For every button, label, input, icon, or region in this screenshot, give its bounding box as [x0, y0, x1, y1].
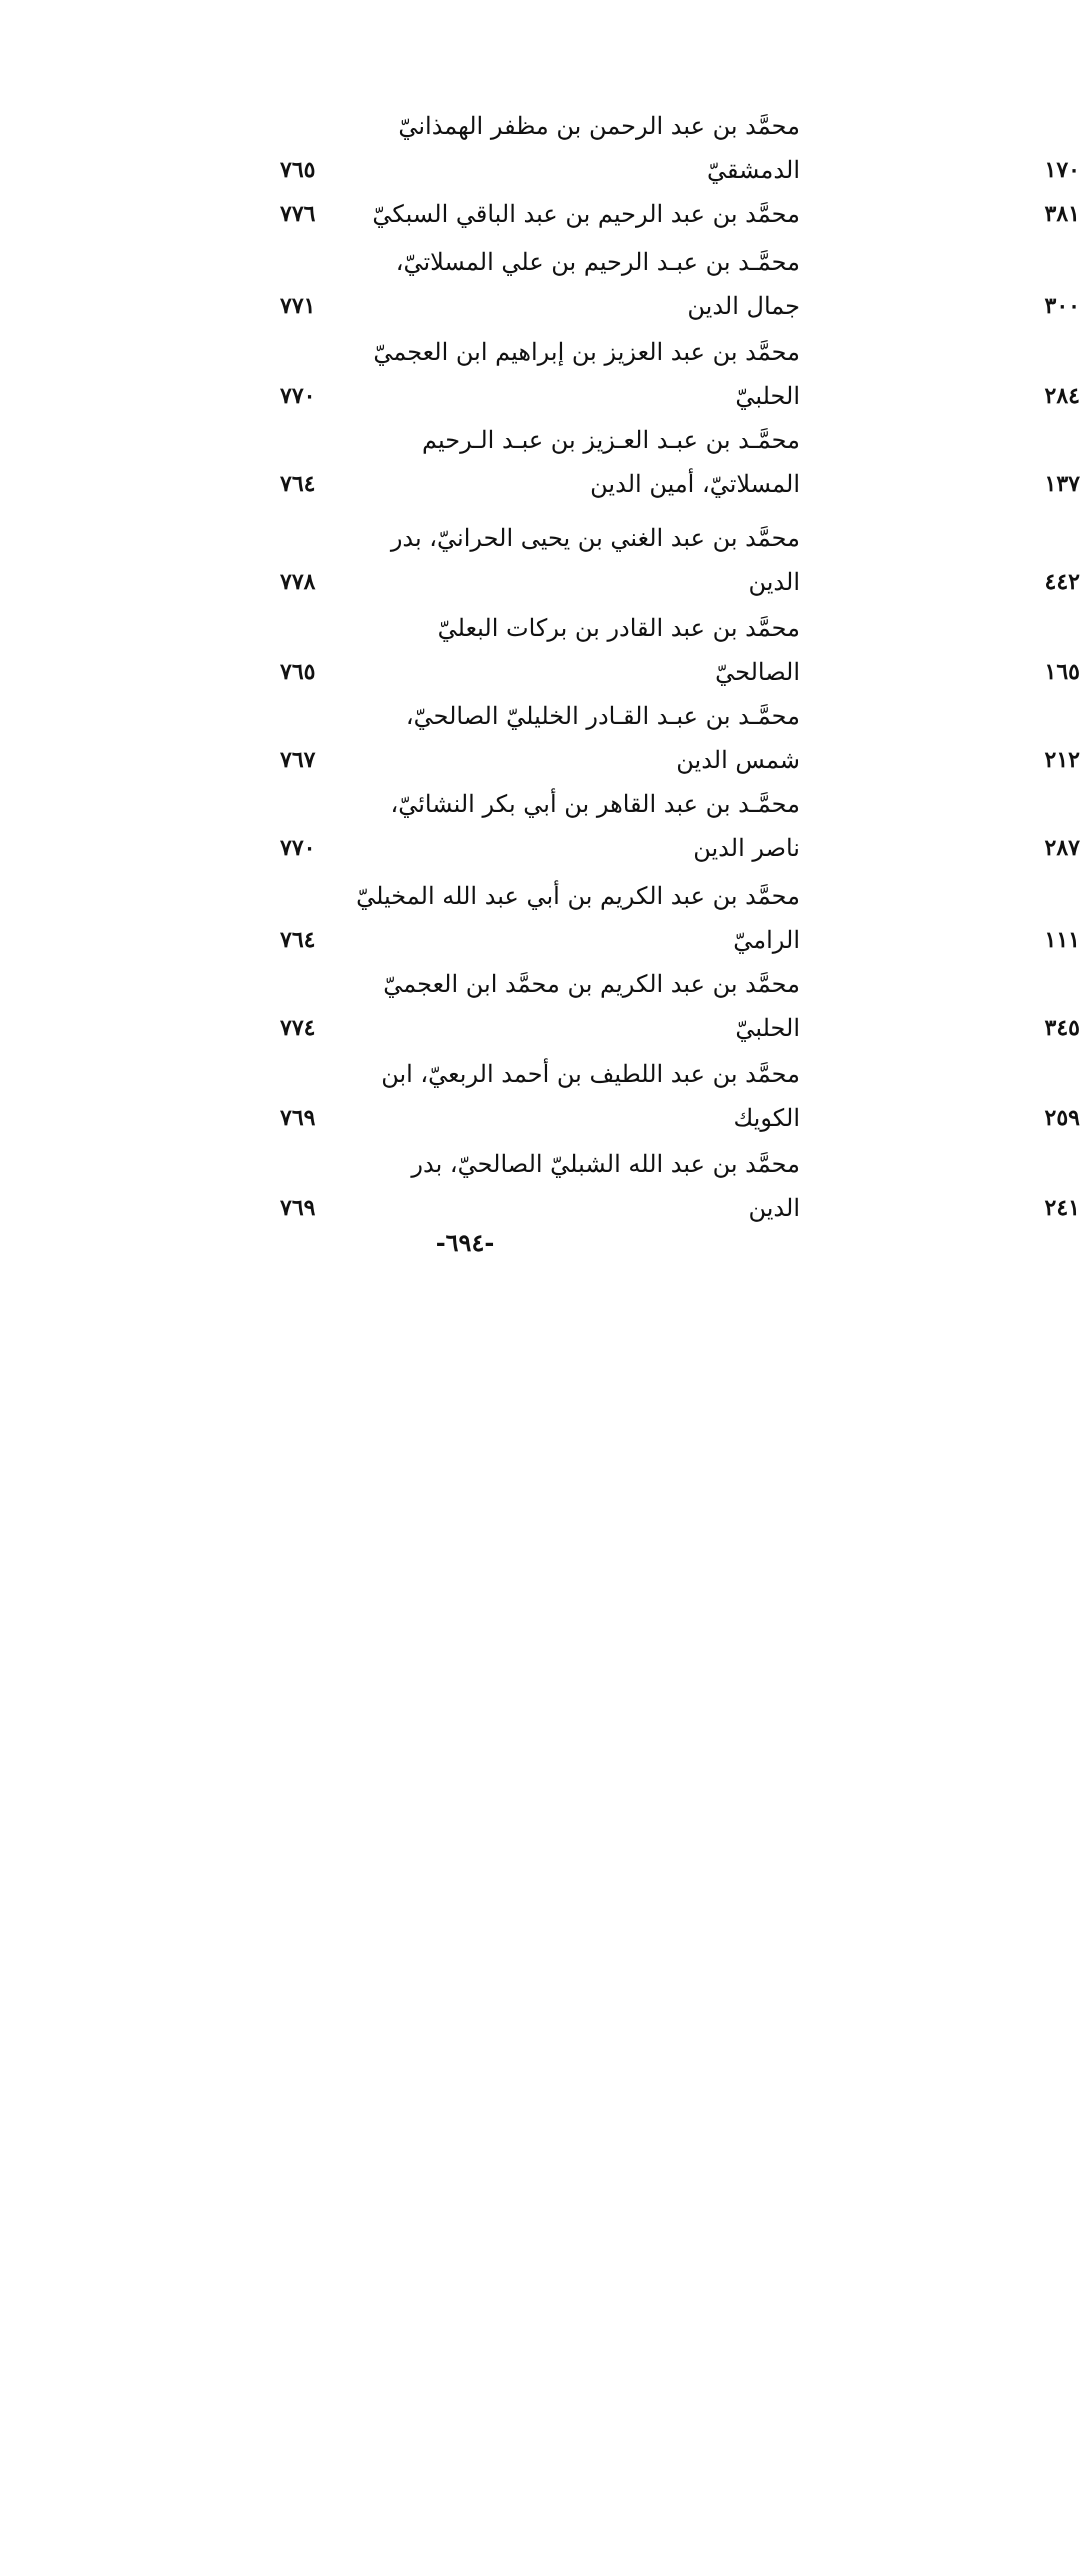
entry-name-line: المسلاتيّ، أمين الدين [590, 470, 800, 498]
entry-name-line: محمَّد بن عبد الكريم بن أبي عبد الله المخيليّ [356, 882, 800, 910]
entry-page-ref: ٢٤١ [1044, 1195, 1080, 1221]
entry-name-line: الحلبيّ [735, 1014, 800, 1042]
entry-name-line: الكويك [733, 1104, 800, 1132]
entry-year: ٧٧٨ [280, 569, 316, 595]
entry-name-line: الدين [748, 1194, 800, 1222]
entry-page-ref: ٢٥٩ [1044, 1105, 1080, 1131]
entry-page-ref: ٣٤٥ [1044, 1015, 1080, 1041]
entry-page-ref: ١٦٥ [1044, 659, 1080, 685]
entry-year: ٧٦٧ [280, 747, 316, 773]
entry-name-line: جمال الدين [687, 292, 800, 320]
entry-name-line: الصالحيّ [715, 658, 800, 686]
entry-year: ٧٦٤ [280, 927, 316, 953]
index-entry [120, 330, 1080, 418]
entry-page-ref: ٣٠٠ [1044, 293, 1080, 319]
entry-page-ref: ٢١٢ [1044, 747, 1080, 773]
entry-year: ٧٦٩ [280, 1105, 316, 1131]
entry-page-ref: ٢٨٧ [1044, 835, 1080, 861]
entry-name-line: محمَّد بن عبد القادر بن بركات البعليّ [437, 614, 800, 642]
index-entry [120, 1052, 1080, 1140]
entry-year: ٧٦٩ [280, 1195, 316, 1221]
index-entry [120, 1142, 1080, 1230]
entry-page-ref: ١٣٧ [1044, 471, 1080, 497]
entry-name-line: محمَّد بن عبد الرحمن بن مظفر الهمذانيّ [398, 112, 800, 140]
entry-name-line: الدمشقيّ [707, 156, 800, 184]
entry-name-line: محمَّد بن عبد الله الشبليّ الصالحيّ، بدر [411, 1150, 800, 1178]
index-entry [120, 606, 1080, 694]
index-entry [120, 240, 1080, 328]
entry-name-line: شمس الدين [676, 746, 800, 774]
entry-page-ref: ١١١ [1044, 927, 1080, 953]
entry-name-line: محمَّـد بن عبد القاهر بن أبي بكر النشائيّ، [390, 790, 800, 818]
entry-page-ref: ٢٨٤ [1044, 383, 1080, 409]
entry-name-line: محمَّد بن عبد الغني بن يحيى الحرانيّ، بدر [390, 524, 800, 552]
entry-page-ref: ٤٤٢ [1044, 569, 1080, 595]
entry-name-line: محمَّـد بن عبـد القـادر الخليليّ الصالحيّ، [405, 702, 800, 730]
index-entry [120, 516, 1080, 604]
entry-year: ٧٦٥ [280, 157, 316, 183]
entry-year: ٧٧٤ [280, 1015, 316, 1041]
index-entry [120, 962, 1080, 1050]
entry-year: ٧٧٦ [280, 201, 316, 227]
entry-year: ٧٦٥ [280, 659, 316, 685]
entry-name-line: محمَّد بن عبد العزيز بن إبراهيم ابن العجميّ [373, 338, 800, 366]
index-entry [120, 418, 1080, 506]
entry-year: ٧٧٠ [280, 383, 316, 409]
entry-page-ref: ٣٨١ [1044, 201, 1080, 227]
entry-name-line: الراميّ [733, 926, 800, 954]
entry-page-ref: ١٧٠ [1044, 157, 1080, 183]
entry-name-line: محمَّد بن عبد الكريم بن محمَّد ابن العجميّ [383, 970, 800, 998]
entry-year: ٧٧٠ [280, 835, 316, 861]
entry-name-line: محمَّد بن عبد اللطيف بن أحمد الربعيّ، ابن [381, 1060, 800, 1088]
index-entry [120, 874, 1080, 962]
entry-name-line: محمَّـد بن عبـد الرحيم بن علي المسلاتيّ، [395, 248, 800, 276]
entry-name-line: ناصر الدين [693, 834, 800, 862]
index-entry [120, 192, 1080, 236]
entry-year: ٧٧١ [280, 293, 316, 319]
entry-name-line: الدين [748, 568, 800, 596]
index-entry [120, 104, 1080, 192]
index-entry [120, 782, 1080, 870]
entry-name-line: الحلبيّ [735, 382, 800, 410]
entry-year: ٧٦٤ [280, 471, 316, 497]
entry-name-line: محمَّـد بن عبـد العـزيز بن عبـد الـرحيم [422, 426, 800, 454]
index-entry [120, 694, 1080, 782]
page-number: -٦٩٤- [435, 1228, 495, 1257]
entry-name-line: محمَّد بن عبد الرحيم بن عبد الباقي السبكيّ [372, 200, 800, 228]
